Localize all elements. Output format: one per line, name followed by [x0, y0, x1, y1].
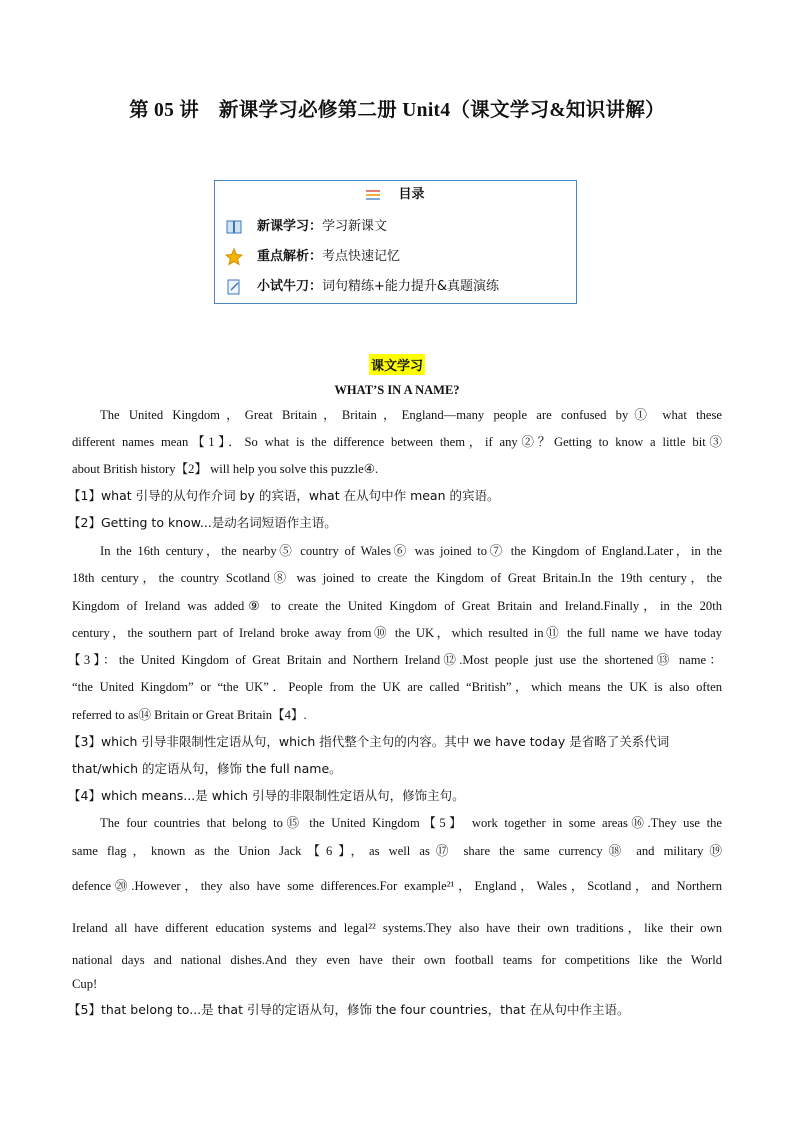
passage-line: about British history【2】 will help you solve this puzzle④. — [72, 462, 379, 476]
passage-line: same flag，known as the Union Jack【6】，as well as⑰ share the same currency⑱ and military⑲ — [72, 844, 722, 858]
toc-heading — [215, 183, 576, 202]
table-of-contents — [214, 180, 577, 304]
toc-item-key-points[interactable] — [225, 245, 400, 266]
note-line: that/which 的定语从句，修饰 the full name。 — [72, 761, 342, 776]
note-line: 【1】what 引导的从句作介词 by 的宾语，what 在从句中作 mean 的宾语。 — [68, 488, 500, 503]
passage-line: 【3】：the United Kingdom of Great Britain and Northern Ireland⑫.Most people just use the shortened⑬ name： — [68, 653, 722, 667]
toc-item-label: 重点解析： — [257, 249, 323, 264]
toc-item-label: 小试牛刀： — [257, 279, 323, 294]
page-title: 第 05 讲 新课学习必修第二册 Unit4（课文学习&知识讲解） — [129, 100, 665, 121]
toc-heading-text: 目录 — [398, 187, 425, 202]
section-tag: 课文学习 — [369, 354, 425, 375]
toc-item-desc: 学习新课文 — [322, 219, 388, 234]
book-icon — [225, 218, 243, 236]
list-icon — [366, 190, 380, 200]
toc-item-new-lesson[interactable] — [225, 215, 387, 236]
passage-line: The United Kingdom，Great Britain，Britain，England—many people are confused by① what these — [100, 408, 722, 422]
passage-line: 18th century，the country Scotland⑧ was joined to create the Kingdom of Great Britain.In the 19th century，the — [72, 571, 722, 585]
toc-item-desc: 考点快速记忆 — [322, 249, 401, 264]
toc-item-label: 新课学习： — [257, 219, 323, 234]
edit-document-icon — [225, 278, 243, 296]
passage-title: WHAT’S IN A NAME? — [334, 383, 460, 397]
passage-line: Kingdom of Ireland was added⑨ to create the United Kingdom of Great Britain and Ireland.Finally，in the 20th — [72, 599, 722, 613]
note-line: 【5】that belong to...是 that 引导的定语从句，修饰 the four countries，that 在从句中作主语。 — [68, 1002, 630, 1017]
note-line: 【3】which 引导非限制性定语从句，which 指代整个主句的内容。其中 we have today 是省略了关系代词 — [68, 734, 670, 749]
note-line: 【2】Getting to know...是动名词短语作主语。 — [68, 515, 337, 530]
passage-line: Cup! — [72, 977, 98, 991]
toc-item-desc: 词句精练+能力提升&真题演练 — [322, 279, 500, 294]
passage-line: Ireland all have different education systems and legal²² systems.They also have their own traditions，like their own — [72, 921, 722, 935]
passage-line: referred to as⑭ Britain or Great Britain【4】. — [72, 708, 307, 722]
passage-line: different names mean【1】．So what is the difference between them，if any②？Getting to know a little bit③ — [72, 435, 722, 449]
passage-line: In the 16th century，the nearby⑤ country of Wales⑥ was joined to⑦ the Kingdom of England.Later，in the — [100, 544, 722, 558]
note-line: 【4】which means...是 which 引导的非限制性定语从句，修饰主句。 — [68, 788, 465, 803]
passage-line: defence⑳.However，they also have some differences.For example²¹，England，Wales，Scotland，and Northern — [72, 879, 722, 893]
passage-line: national days and national dishes.And they even have their own football teams for competitions like the World — [72, 953, 722, 967]
passage-line: “the United Kingdom” or “the UK”．People from the UK are called “British”，which means the UK is also often — [72, 680, 722, 694]
passage-line: The four countries that belong to⑮ the United Kingdom【5】 work together in some areas⑯.They use the — [100, 816, 722, 830]
passage-line: century，the southern part of Ireland broke away from⑩ the UK，which resulted in⑪ the full name we have today — [72, 626, 722, 640]
toc-item-practice[interactable] — [225, 275, 499, 296]
star-icon — [225, 248, 243, 266]
